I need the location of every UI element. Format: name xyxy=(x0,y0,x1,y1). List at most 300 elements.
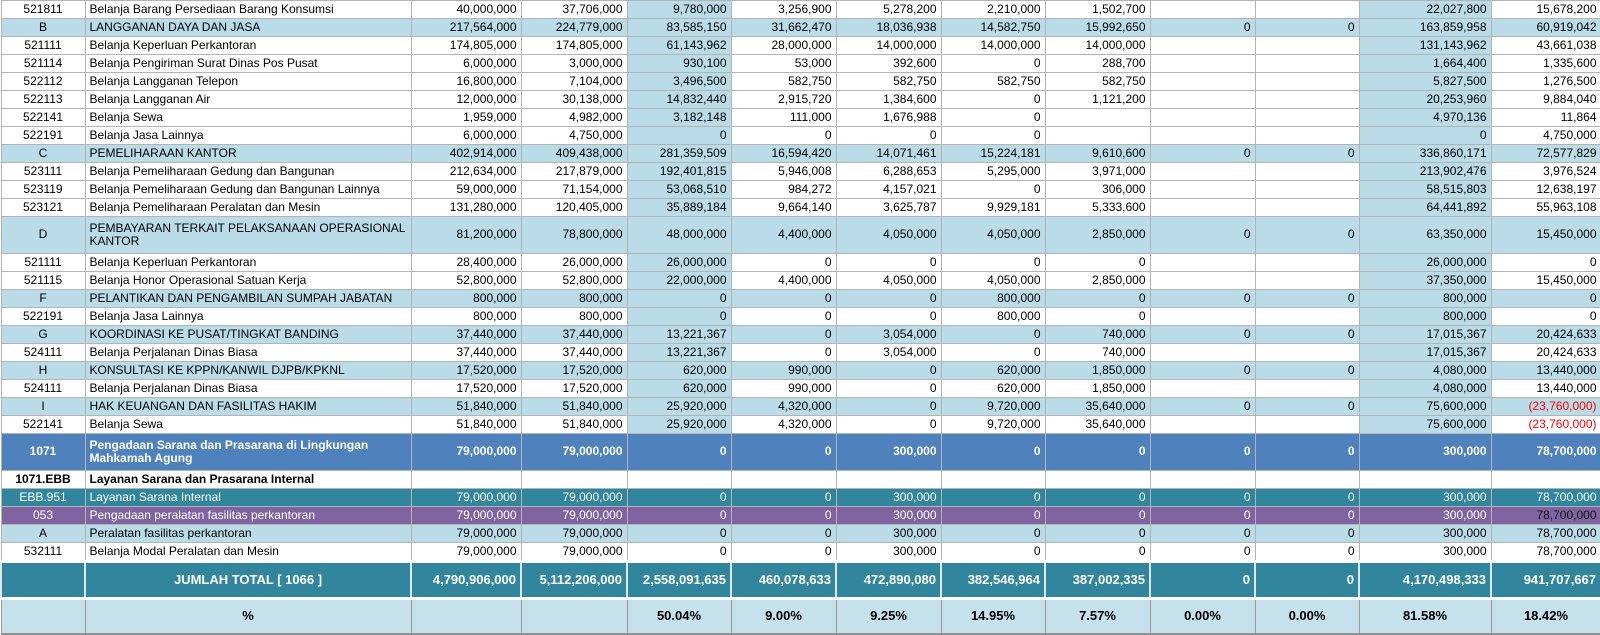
cell-value[interactable]: 4,050,000 xyxy=(941,272,1045,290)
cell-description[interactable]: Belanja Pemeliharaan Peralatan dan Mesin xyxy=(85,199,411,217)
cell-value[interactable]: 6,000,000 xyxy=(411,127,521,145)
cell-value[interactable]: 28,400,000 xyxy=(411,254,521,272)
cell-value[interactable]: 0 xyxy=(1255,507,1359,525)
cell-value[interactable]: 0 xyxy=(1150,362,1255,380)
cell-value[interactable]: 3,000,000 xyxy=(521,55,627,73)
cell-value[interactable]: 300,000 xyxy=(836,543,941,562)
cell-value[interactable]: 17,520,000 xyxy=(521,380,627,398)
cell-value[interactable]: 0 xyxy=(1150,434,1255,471)
cell-value[interactable]: 50.04% xyxy=(627,599,731,635)
cell-value[interactable]: 224,779,000 xyxy=(521,19,627,37)
cell-value[interactable]: 0 xyxy=(941,434,1045,471)
cell-value[interactable]: 79,000,000 xyxy=(411,434,521,471)
cell-value[interactable]: 9,664,140 xyxy=(731,199,836,217)
cell-value[interactable]: 0 xyxy=(836,254,941,272)
cell-value[interactable]: 13,440,000 xyxy=(1491,362,1600,380)
cell-value[interactable]: 0 xyxy=(731,489,836,507)
cell-value[interactable]: 0.00% xyxy=(1255,599,1359,635)
cell-code[interactable]: 521811 xyxy=(1,1,85,19)
cell-value[interactable] xyxy=(1150,272,1255,290)
cell-value[interactable]: 3,182,148 xyxy=(627,109,731,127)
cell-value[interactable]: 1,384,600 xyxy=(836,91,941,109)
cell-value[interactable]: 990,000 xyxy=(731,380,836,398)
cell-value[interactable]: 0 xyxy=(1255,326,1359,344)
cell-value[interactable]: 51,840,000 xyxy=(411,416,521,434)
cell-value[interactable]: 14,000,000 xyxy=(836,37,941,55)
cell-value[interactable]: 4,320,000 xyxy=(731,416,836,434)
cell-value[interactable]: 0 xyxy=(627,507,731,525)
cell-description[interactable]: Belanja Pengiriman Surat Dinas Pos Pusat xyxy=(85,55,411,73)
cell-value[interactable]: 4,400,000 xyxy=(731,272,836,290)
cell-value[interactable]: 15,224,181 xyxy=(941,145,1045,163)
cell-code[interactable]: 523111 xyxy=(1,163,85,181)
cell-value[interactable]: 52,800,000 xyxy=(521,272,627,290)
cell-value[interactable]: 0 xyxy=(1255,398,1359,416)
cell-value[interactable]: 11,864 xyxy=(1491,109,1600,127)
cell-value[interactable]: 30,138,000 xyxy=(521,91,627,109)
cell-value[interactable]: 0 xyxy=(1255,525,1359,543)
cell-value[interactable]: 13,221,367 xyxy=(627,344,731,362)
cell-value[interactable]: 0 xyxy=(941,254,1045,272)
cell-value[interactable]: 13,221,367 xyxy=(627,326,731,344)
cell-value[interactable]: 0 xyxy=(1150,543,1255,562)
cell-value[interactable]: 3,496,500 xyxy=(627,73,731,91)
cell-value[interactable]: 0 xyxy=(1045,525,1150,543)
cell-value[interactable]: 1,276,500 xyxy=(1491,73,1600,91)
cell-value[interactable]: 0 xyxy=(1150,507,1255,525)
cell-value[interactable]: 0 xyxy=(941,507,1045,525)
cell-value[interactable]: 14,582,750 xyxy=(941,19,1045,37)
cell-value[interactable]: 0 xyxy=(627,489,731,507)
cell-description[interactable]: KOORDINASI KE PUSAT/TINGKAT BANDING xyxy=(85,326,411,344)
cell-value[interactable] xyxy=(411,599,521,635)
cell-value[interactable]: 78,800,000 xyxy=(521,217,627,254)
cell-value[interactable]: 409,438,000 xyxy=(521,145,627,163)
cell-value[interactable]: 392,600 xyxy=(836,55,941,73)
cell-value[interactable]: 51,840,000 xyxy=(521,416,627,434)
cell-value[interactable]: 984,272 xyxy=(731,181,836,199)
cell-value[interactable]: 79,000,000 xyxy=(521,543,627,562)
cell-value[interactable]: 35,640,000 xyxy=(1045,416,1150,434)
cell-description[interactable]: % xyxy=(85,599,411,635)
cell-value[interactable]: 941,707,667 xyxy=(1491,562,1600,599)
cell-code[interactable]: G xyxy=(1,326,85,344)
cell-code[interactable]: 1071 xyxy=(1,434,85,471)
cell-value[interactable]: 0 xyxy=(1255,19,1359,37)
cell-value[interactable] xyxy=(836,471,941,489)
cell-value[interactable]: 79,000,000 xyxy=(411,507,521,525)
cell-value[interactable]: 0 xyxy=(836,290,941,308)
cell-value[interactable]: 79,000,000 xyxy=(411,543,521,562)
cell-value[interactable]: 0 xyxy=(1045,507,1150,525)
cell-value[interactable] xyxy=(1255,344,1359,362)
cell-value[interactable]: 1,121,200 xyxy=(1045,91,1150,109)
cell-value[interactable]: 0 xyxy=(1150,290,1255,308)
cell-value[interactable]: 0 xyxy=(941,326,1045,344)
cell-value[interactable]: 53,068,510 xyxy=(627,181,731,199)
cell-value[interactable]: 78,700,000 xyxy=(1491,434,1600,471)
cell-value[interactable]: 336,860,171 xyxy=(1359,145,1491,163)
cell-value[interactable] xyxy=(1255,272,1359,290)
cell-description[interactable]: Belanja Modal Peralatan dan Mesin xyxy=(85,543,411,562)
cell-value[interactable]: 0 xyxy=(941,55,1045,73)
cell-value[interactable]: 0 xyxy=(731,507,836,525)
cell-value[interactable]: 0 xyxy=(627,290,731,308)
cell-code[interactable]: 521111 xyxy=(1,254,85,272)
cell-value[interactable]: 0 xyxy=(836,362,941,380)
cell-value[interactable]: 25,920,000 xyxy=(627,398,731,416)
cell-value[interactable]: 582,750 xyxy=(836,73,941,91)
cell-value[interactable]: 9,720,000 xyxy=(941,416,1045,434)
cell-description[interactable]: Layanan Sarana Internal xyxy=(85,489,411,507)
cell-description[interactable]: Belanja Pemeliharaan Gedung dan Bangunan xyxy=(85,163,411,181)
cell-value[interactable]: 20,424,633 xyxy=(1491,344,1600,362)
cell-value[interactable]: 9,720,000 xyxy=(941,398,1045,416)
cell-value[interactable]: 0 xyxy=(1150,326,1255,344)
cell-value[interactable]: 7.57% xyxy=(1045,599,1150,635)
cell-value[interactable]: 52,800,000 xyxy=(411,272,521,290)
cell-value[interactable]: 35,889,184 xyxy=(627,199,731,217)
cell-value[interactable]: 0 xyxy=(1045,254,1150,272)
cell-description[interactable]: Belanja Honor Operasional Satuan Kerja xyxy=(85,272,411,290)
cell-value[interactable]: 22,000,000 xyxy=(627,272,731,290)
cell-value[interactable] xyxy=(1150,127,1255,145)
cell-value[interactable] xyxy=(1255,471,1359,489)
cell-value[interactable]: 78,700,000 xyxy=(1491,489,1600,507)
cell-value[interactable]: 14,000,000 xyxy=(941,37,1045,55)
cell-value[interactable]: 0 xyxy=(731,344,836,362)
cell-value[interactable]: 31,662,470 xyxy=(731,19,836,37)
cell-value[interactable]: 800,000 xyxy=(941,290,1045,308)
cell-value[interactable]: 0 xyxy=(627,525,731,543)
cell-description[interactable]: Belanja Sewa xyxy=(85,416,411,434)
cell-code[interactable]: 053 xyxy=(1,507,85,525)
cell-value[interactable]: 79,000,000 xyxy=(411,489,521,507)
cell-value[interactable]: 0 xyxy=(1150,19,1255,37)
cell-value[interactable] xyxy=(411,471,521,489)
cell-value[interactable]: 0 xyxy=(941,91,1045,109)
cell-value[interactable]: 26,000,000 xyxy=(627,254,731,272)
cell-value[interactable]: 4,790,906,000 xyxy=(411,562,521,599)
cell-value[interactable]: 163,859,958 xyxy=(1359,19,1491,37)
cell-value[interactable]: 0 xyxy=(731,434,836,471)
cell-value[interactable] xyxy=(1150,344,1255,362)
cell-value[interactable]: 15,450,000 xyxy=(1491,217,1600,254)
cell-description[interactable]: Belanja Barang Persediaan Barang Konsumsi xyxy=(85,1,411,19)
cell-value[interactable]: 0 xyxy=(941,489,1045,507)
cell-value[interactable]: 582,750 xyxy=(1045,73,1150,91)
cell-value[interactable]: 620,000 xyxy=(941,380,1045,398)
cell-value[interactable]: 17,015,367 xyxy=(1359,326,1491,344)
cell-value[interactable] xyxy=(1150,199,1255,217)
cell-value[interactable] xyxy=(627,471,731,489)
cell-value[interactable]: 2,915,720 xyxy=(731,91,836,109)
cell-description[interactable]: KONSULTASI KE KPPN/KANWIL DJPB/KPKNL xyxy=(85,362,411,380)
cell-value[interactable]: 800,000 xyxy=(941,308,1045,326)
cell-value[interactable]: 0 xyxy=(1150,562,1255,599)
cell-value[interactable]: 37,440,000 xyxy=(411,344,521,362)
cell-value[interactable]: 217,879,000 xyxy=(521,163,627,181)
cell-description[interactable]: Belanja Langganan Telepon xyxy=(85,73,411,91)
cell-value[interactable]: 0 xyxy=(731,290,836,308)
cell-value[interactable]: 79,000,000 xyxy=(521,434,627,471)
cell-value[interactable] xyxy=(1045,127,1150,145)
cell-value[interactable] xyxy=(1045,109,1150,127)
cell-value[interactable]: 387,002,335 xyxy=(1045,562,1150,599)
cell-value[interactable]: 620,000 xyxy=(941,362,1045,380)
cell-value[interactable]: 14,000,000 xyxy=(1045,37,1150,55)
cell-value[interactable]: 1,335,600 xyxy=(1491,55,1600,73)
cell-value[interactable]: 0 xyxy=(1255,543,1359,562)
cell-value[interactable]: 930,100 xyxy=(627,55,731,73)
cell-value[interactable]: 37,440,000 xyxy=(521,344,627,362)
cell-description[interactable]: Pengadaan peralatan fasilitas perkantoran xyxy=(85,507,411,525)
cell-value[interactable]: 0 xyxy=(836,398,941,416)
cell-value[interactable]: 12,000,000 xyxy=(411,91,521,109)
cell-description[interactable]: PEMELIHARAAN KANTOR xyxy=(85,145,411,163)
cell-value[interactable]: 5,112,206,000 xyxy=(521,562,627,599)
cell-value[interactable]: (23,760,000) xyxy=(1491,398,1600,416)
cell-value[interactable]: 740,000 xyxy=(1045,344,1150,362)
cell-value[interactable] xyxy=(1150,471,1255,489)
cell-value[interactable]: 300,000 xyxy=(836,525,941,543)
cell-value[interactable]: 472,890,080 xyxy=(836,562,941,599)
cell-value[interactable]: 79,000,000 xyxy=(521,507,627,525)
cell-value[interactable] xyxy=(1150,91,1255,109)
cell-value[interactable] xyxy=(1150,55,1255,73)
cell-value[interactable]: 25,920,000 xyxy=(627,416,731,434)
cell-value[interactable]: 800,000 xyxy=(1359,308,1491,326)
cell-value[interactable]: 174,805,000 xyxy=(411,37,521,55)
cell-code[interactable] xyxy=(1,599,85,635)
cell-value[interactable] xyxy=(1255,163,1359,181)
cell-value[interactable] xyxy=(1150,73,1255,91)
cell-value[interactable]: 174,805,000 xyxy=(521,37,627,55)
cell-value[interactable]: 800,000 xyxy=(1359,290,1491,308)
cell-value[interactable]: 81.58% xyxy=(1359,599,1491,635)
cell-description[interactable]: Belanja Jasa Lainnya xyxy=(85,308,411,326)
cell-description[interactable]: Belanja Jasa Lainnya xyxy=(85,127,411,145)
cell-value[interactable] xyxy=(1150,109,1255,127)
cell-code[interactable] xyxy=(1,562,85,599)
cell-value[interactable]: 0 xyxy=(627,308,731,326)
cell-description[interactable]: PELANTIKAN DAN PENGAMBILAN SUMPAH JABATAN xyxy=(85,290,411,308)
cell-value[interactable]: 0 xyxy=(1255,290,1359,308)
cell-value[interactable]: 0 xyxy=(1045,543,1150,562)
cell-value[interactable]: 460,078,633 xyxy=(731,562,836,599)
cell-value[interactable]: 0 xyxy=(941,543,1045,562)
cell-value[interactable]: 9.00% xyxy=(731,599,836,635)
cell-value[interactable]: 0.00% xyxy=(1150,599,1255,635)
cell-description[interactable]: HAK KEUANGAN DAN FASILITAS HAKIM xyxy=(85,398,411,416)
cell-value[interactable]: 79,000,000 xyxy=(411,525,521,543)
cell-value[interactable]: 6,288,653 xyxy=(836,163,941,181)
cell-value[interactable]: 53,000 xyxy=(731,55,836,73)
cell-value[interactable]: 79,000,000 xyxy=(521,525,627,543)
cell-value[interactable]: 18,036,938 xyxy=(836,19,941,37)
cell-value[interactable]: 3,976,524 xyxy=(1491,163,1600,181)
cell-value[interactable]: 2,850,000 xyxy=(1045,217,1150,254)
cell-value[interactable]: 0 xyxy=(1150,489,1255,507)
cell-value[interactable]: 2,210,000 xyxy=(941,1,1045,19)
cell-value[interactable]: 1,850,000 xyxy=(1045,362,1150,380)
cell-value[interactable]: 16,800,000 xyxy=(411,73,521,91)
cell-description[interactable]: Pengadaan Sarana dan Prasarana di Lingkungan Mahkamah Agung xyxy=(85,434,411,471)
cell-value[interactable]: 620,000 xyxy=(627,362,731,380)
cell-value[interactable] xyxy=(1359,471,1491,489)
cell-value[interactable]: 1,664,400 xyxy=(1359,55,1491,73)
cell-value[interactable] xyxy=(1255,127,1359,145)
cell-value[interactable]: 0 xyxy=(941,181,1045,199)
cell-code[interactable]: 522141 xyxy=(1,416,85,434)
cell-description[interactable]: Belanja Perjalanan Dinas Biasa xyxy=(85,380,411,398)
cell-value[interactable]: 582,750 xyxy=(731,73,836,91)
cell-value[interactable]: 300,000 xyxy=(1359,434,1491,471)
cell-value[interactable] xyxy=(1150,163,1255,181)
cell-value[interactable]: 4,080,000 xyxy=(1359,380,1491,398)
cell-code[interactable]: C xyxy=(1,145,85,163)
cell-description[interactable]: PEMBAYARAN TERKAIT PELAKSANAAN OPERASIONAL KANTOR xyxy=(85,217,411,254)
cell-value[interactable]: 9,929,181 xyxy=(941,199,1045,217)
cell-value[interactable]: 213,902,476 xyxy=(1359,163,1491,181)
cell-value[interactable] xyxy=(731,471,836,489)
cell-value[interactable]: 0 xyxy=(731,326,836,344)
cell-value[interactable]: 0 xyxy=(1359,127,1491,145)
cell-value[interactable]: 0 xyxy=(1255,145,1359,163)
cell-value[interactable]: 60,919,042 xyxy=(1491,19,1600,37)
cell-value[interactable]: 51,840,000 xyxy=(521,398,627,416)
cell-value[interactable]: 0 xyxy=(836,308,941,326)
cell-value[interactable]: 0 xyxy=(941,109,1045,127)
cell-value[interactable]: 4,750,000 xyxy=(521,127,627,145)
cell-value[interactable] xyxy=(1255,416,1359,434)
cell-value[interactable]: 79,000,000 xyxy=(521,489,627,507)
cell-code[interactable]: 521111 xyxy=(1,37,85,55)
cell-value[interactable] xyxy=(1150,380,1255,398)
cell-code[interactable]: 532111 xyxy=(1,543,85,562)
cell-value[interactable]: 17,520,000 xyxy=(411,362,521,380)
cell-description[interactable]: Belanja Keperluan Perkantoran xyxy=(85,254,411,272)
cell-value[interactable]: 6,000,000 xyxy=(411,55,521,73)
cell-value[interactable]: 281,359,509 xyxy=(627,145,731,163)
cell-value[interactable]: 300,000 xyxy=(1359,489,1491,507)
cell-value[interactable]: 9.25% xyxy=(836,599,941,635)
cell-value[interactable]: 800,000 xyxy=(521,290,627,308)
cell-value[interactable]: 71,154,000 xyxy=(521,181,627,199)
cell-value[interactable]: 0 xyxy=(1045,434,1150,471)
cell-value[interactable]: 37,440,000 xyxy=(411,326,521,344)
cell-value[interactable]: 0 xyxy=(836,380,941,398)
cell-value[interactable]: 58,515,803 xyxy=(1359,181,1491,199)
cell-value[interactable]: 0 xyxy=(1045,290,1150,308)
cell-value[interactable] xyxy=(1255,73,1359,91)
cell-code[interactable]: 522113 xyxy=(1,91,85,109)
cell-value[interactable]: 37,350,000 xyxy=(1359,272,1491,290)
cell-value[interactable] xyxy=(1045,471,1150,489)
cell-value[interactable]: 17,520,000 xyxy=(521,362,627,380)
cell-value[interactable] xyxy=(1150,37,1255,55)
cell-description[interactable]: LANGGANAN DAYA DAN JASA xyxy=(85,19,411,37)
cell-value[interactable]: 300,000 xyxy=(1359,507,1491,525)
cell-value[interactable]: 300,000 xyxy=(836,434,941,471)
cell-value[interactable]: 17,015,367 xyxy=(1359,344,1491,362)
cell-code[interactable]: B xyxy=(1,19,85,37)
cell-code[interactable]: 524111 xyxy=(1,380,85,398)
cell-value[interactable]: 4,750,000 xyxy=(1491,127,1600,145)
cell-value[interactable] xyxy=(521,599,627,635)
cell-value[interactable] xyxy=(1255,91,1359,109)
cell-value[interactable]: 55,963,108 xyxy=(1491,199,1600,217)
cell-value[interactable]: 5,278,200 xyxy=(836,1,941,19)
cell-value[interactable]: 75,600,000 xyxy=(1359,416,1491,434)
cell-value[interactable]: 990,000 xyxy=(731,362,836,380)
cell-value[interactable]: 1,502,700 xyxy=(1045,1,1150,19)
cell-value[interactable]: 4,400,000 xyxy=(731,217,836,254)
cell-value[interactable]: 0 xyxy=(941,344,1045,362)
cell-value[interactable]: 0 xyxy=(941,525,1045,543)
cell-value[interactable]: 14,071,461 xyxy=(836,145,941,163)
cell-value[interactable]: 22,027,800 xyxy=(1359,1,1491,19)
cell-value[interactable]: 0 xyxy=(941,127,1045,145)
cell-value[interactable]: 120,405,000 xyxy=(521,199,627,217)
cell-value[interactable]: 300,000 xyxy=(1359,543,1491,562)
cell-value[interactable]: 20,424,633 xyxy=(1491,326,1600,344)
cell-value[interactable] xyxy=(1255,1,1359,19)
cell-value[interactable]: 0 xyxy=(1255,489,1359,507)
cell-value[interactable]: 0 xyxy=(731,525,836,543)
cell-value[interactable]: 1,850,000 xyxy=(1045,380,1150,398)
cell-description[interactable]: Belanja Perjalanan Dinas Biasa xyxy=(85,344,411,362)
cell-value[interactable]: 0 xyxy=(1491,254,1600,272)
cell-value[interactable]: 4,970,136 xyxy=(1359,109,1491,127)
cell-value[interactable]: 72,577,829 xyxy=(1491,145,1600,163)
cell-value[interactable]: 3,971,000 xyxy=(1045,163,1150,181)
cell-value[interactable] xyxy=(1255,109,1359,127)
cell-value[interactable]: 0 xyxy=(1045,489,1150,507)
cell-value[interactable]: 0 xyxy=(1150,145,1255,163)
cell-description[interactable]: Belanja Keperluan Perkantoran xyxy=(85,37,411,55)
cell-value[interactable]: 582,750 xyxy=(941,73,1045,91)
cell-value[interactable]: 111,000 xyxy=(731,109,836,127)
cell-value[interactable]: 5,946,008 xyxy=(731,163,836,181)
cell-value[interactable]: 59,000,000 xyxy=(411,181,521,199)
cell-value[interactable] xyxy=(1491,471,1600,489)
cell-value[interactable]: 12,638,197 xyxy=(1491,181,1600,199)
cell-description[interactable]: Belanja Langganan Air xyxy=(85,91,411,109)
cell-value[interactable]: 300,000 xyxy=(836,507,941,525)
cell-value[interactable]: 4,982,000 xyxy=(521,109,627,127)
cell-value[interactable]: 0 xyxy=(836,127,941,145)
cell-value[interactable]: 131,143,962 xyxy=(1359,37,1491,55)
cell-code[interactable]: 524111 xyxy=(1,344,85,362)
cell-value[interactable]: 4,080,000 xyxy=(1359,362,1491,380)
cell-value[interactable]: 4,320,000 xyxy=(731,398,836,416)
cell-value[interactable]: 0 xyxy=(731,254,836,272)
cell-value[interactable]: 2,558,091,635 xyxy=(627,562,731,599)
cell-value[interactable]: 7,104,000 xyxy=(521,73,627,91)
cell-value[interactable]: 78,700,000 xyxy=(1491,507,1600,525)
cell-value[interactable]: 217,564,000 xyxy=(411,19,521,37)
cell-value[interactable] xyxy=(521,471,627,489)
cell-value[interactable]: 51,840,000 xyxy=(411,398,521,416)
cell-value[interactable]: 3,256,900 xyxy=(731,1,836,19)
cell-value[interactable]: 61,143,962 xyxy=(627,37,731,55)
cell-value[interactable] xyxy=(1150,181,1255,199)
cell-value[interactable]: 18.42% xyxy=(1491,599,1600,635)
cell-value[interactable]: 800,000 xyxy=(521,308,627,326)
cell-value[interactable]: 306,000 xyxy=(1045,181,1150,199)
cell-value[interactable]: 0 xyxy=(1255,434,1359,471)
